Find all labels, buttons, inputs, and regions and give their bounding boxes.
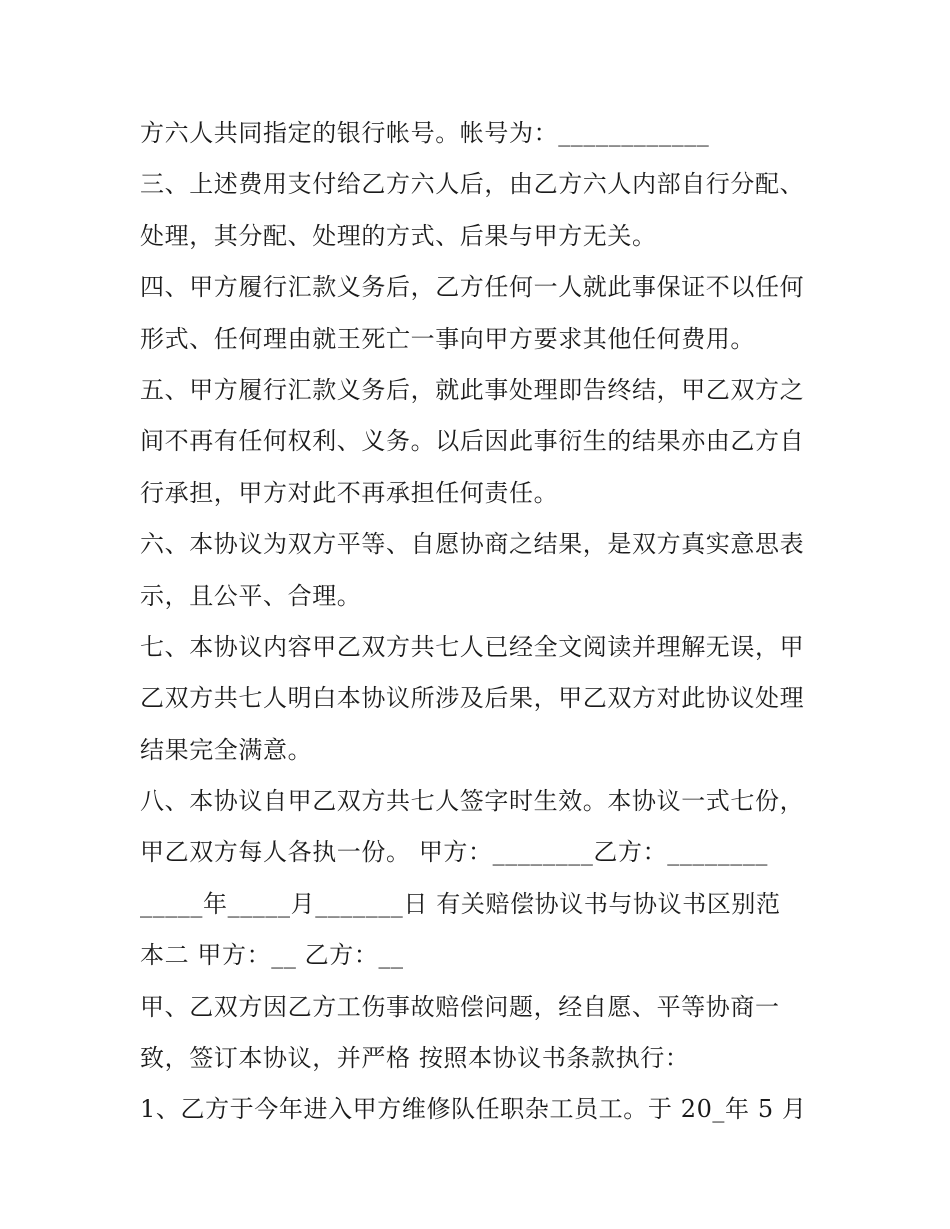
text-line-12: 乙双方共七人明白本协议所涉及后果，甲乙双方对此协议处理 [140,684,805,713]
text-line-4: 四、甲方履行汇款义务后，乙方任何一人就此事保证不以任何 [140,273,805,302]
text-line-9: 六、本协议为双方平等、自愿协商之结果，是双方真实意思表 [140,530,805,559]
text-line-17: 本二 甲方：__ 乙方：__ [140,941,404,970]
text-line-14: 八、本协议自甲乙双方共七人签字时生效。本协议一式七份， [140,787,805,816]
text-line-7: 间不再有任何权利、义务。以后因此事衍生的结果亦由乙方自 [140,427,805,456]
text-line-2: 三、上述费用支付给乙方六人后，由乙方六人内部自行分配、 [140,170,805,199]
text-line-6: 五、甲方履行汇款义务后，就此事处理即告终结，甲乙双方之 [140,375,805,404]
text-line-5: 形式、任何理由就王死亡一事向甲方要求其他任何费用。 [140,324,755,353]
text-line-3: 处理，其分配、处理的方式、后果与甲方无关。 [140,221,657,250]
text-line-11: 七、本协议内容甲乙双方共七人已经全文阅读并理解无误，甲 [140,632,805,661]
text-line-8: 行承担，甲方对此不再承担任何责任。 [140,478,559,507]
document-body [140,113,830,1141]
text-line-1: 方六人共同指定的银行帐号。帐号为：____________ [140,119,710,147]
text-line-20: 1、乙方于今年进入甲方维修队任职杂工员工。于 20_年 5 月 [140,1095,807,1124]
text-line-13: 结果完全满意。 [140,735,313,764]
text-line-18: 甲、乙双方因乙方工伤事故赔偿问题，经自愿、平等协商一 [140,992,780,1021]
text-line-10: 示，且公平、合理。 [140,581,362,610]
text-line-15: 甲乙双方每人各执一份。 甲方：________乙方：________ [140,838,769,867]
text-line-19: 致，签订本协议，并严格 按照本协议书条款执行： [140,1044,690,1073]
text-line-16: _____年_____月_______日 有关赔偿协议书与协议书区别范 [140,889,781,918]
